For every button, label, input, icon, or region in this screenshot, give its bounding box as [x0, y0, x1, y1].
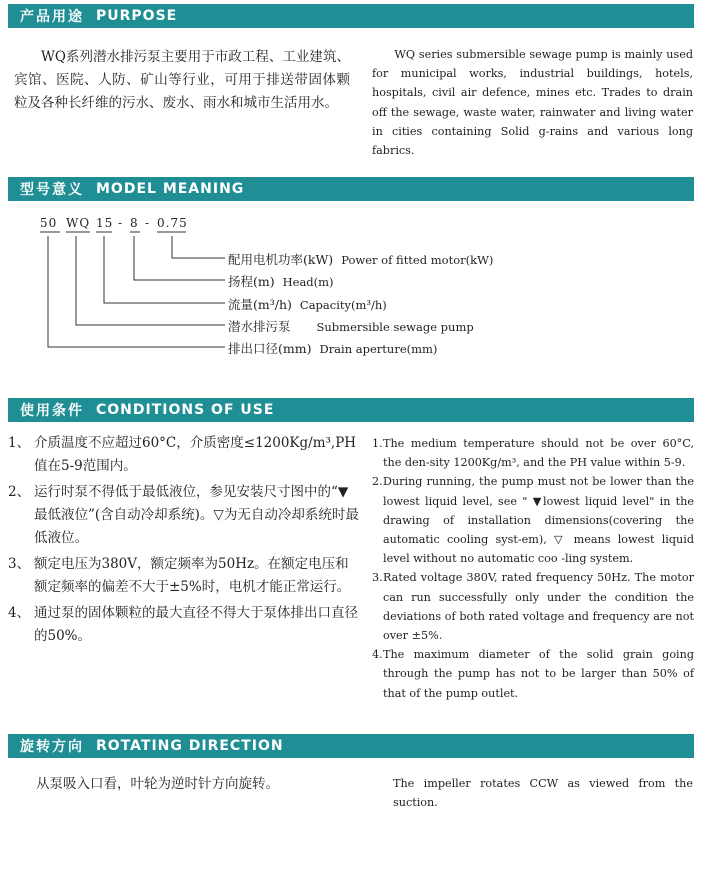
- section-header-rotation: [8, 734, 694, 758]
- section-title-zh: 型号意义: [20, 182, 84, 198]
- section-title-en: ROTATING DIRECTION: [96, 738, 284, 754]
- code-dash: -: [145, 216, 151, 230]
- list-item: 1. The medium temperature should not be over 60°C, the den-sity 1200Kg/m³, and the PH value within 5-9.: [372, 437, 694, 470]
- section-header-conditions: [8, 398, 694, 422]
- legend-item-head: 扬程(m) Head(m): [228, 274, 334, 289]
- code-part-wq: WQ: [66, 216, 91, 230]
- list-item: 3、 额定电压为380V，额定频率为50Hz。在额定电压和额定频率的偏差不大于±5%时，电机才能正常运行。: [8, 556, 351, 595]
- legend-item-power: 配用电机功率(kW) Power of fitted motor(kW): [228, 252, 494, 267]
- section-title-en: MODEL MEANING: [96, 181, 245, 197]
- code-dash: -: [118, 216, 124, 230]
- code-part-075: 0.75: [157, 216, 188, 230]
- code-part-15: 15: [96, 216, 114, 230]
- list-item: 2. During running, the pump must not be lower than the lowest liquid level, see " ▼lowest liquid level" in the drawing of installation dimensions(covering the automatic cooling syst-em), ▽ means lowest liquid level without no automatic coo -ling system.: [372, 475, 694, 566]
- section-title-en: CONDITIONS OF USE: [96, 402, 275, 418]
- conditions-list-zh: [8, 432, 360, 648]
- code-part-8: 8: [130, 216, 139, 230]
- legend-item-pump-type: 潜水排污泵 Submersible sewage pump: [228, 319, 474, 334]
- purpose-text-zh: WQ系列潜水排污泵主要用于市政工程、工业建筑、宾馆、医院、人防、矿山等行业，可用于排送带固体颗粒及各种长纤维的污水、废水、雨水和城市生活用水。: [14, 49, 350, 111]
- list-item: 3. Rated voltage 380V, rated frequency 50Hz. The motor can run successfully only under the condition the deviations of both rated voltage and frequency are not over ±5%.: [372, 571, 694, 643]
- list-item: 4、 通过泵的固体颗粒的最大直径不得大于泵体排出口直径的50%。: [8, 605, 358, 644]
- section-title-zh: 产品用途: [20, 9, 84, 25]
- list-item: 1、 介质温度不应超过60°C，介质密度≤1200Kg/m³,PH值在5-9范围内。: [8, 435, 357, 474]
- conditions-list-en: [372, 434, 694, 703]
- purpose-text-en: WQ series submersible sewage pump is mainly used for municipal works, industrial buildings, hotels, hospitals, civil air defence, mines etc. Trades to drain off the sewage, waste water, rainwater and living water in cities containing Solid g-rains and various long fabrics.: [372, 48, 693, 158]
- section-title-zh: 使用条件: [20, 403, 84, 419]
- section-title-en: PURPOSE: [96, 8, 178, 24]
- legend-item-capacity: 流量(m³/h) Capacity(m³/h): [228, 297, 387, 312]
- legend-item-aperture: 排出口径(mm) Drain aperture(mm): [228, 341, 438, 356]
- rotation-text-zh: 从泵吸入口看，叶轮为逆时针方向旋转。: [36, 776, 279, 792]
- rotation-text-en: The impeller rotates CCW as viewed from the suction.: [393, 777, 693, 810]
- list-item: 2、 运行时泵不得低于最低液位，参见安装尺寸图中的“▼最低液位”(含自动冷却系统)。▽为无自动冷却系统时最低液位。: [8, 484, 359, 546]
- section-title-zh: 旋转方向: [20, 739, 84, 755]
- list-item: 4. The maximum diameter of the solid grain going through the pump has not to be larger than 50% of that of the pump outlet.: [372, 648, 694, 700]
- code-part-50: 50: [40, 216, 58, 230]
